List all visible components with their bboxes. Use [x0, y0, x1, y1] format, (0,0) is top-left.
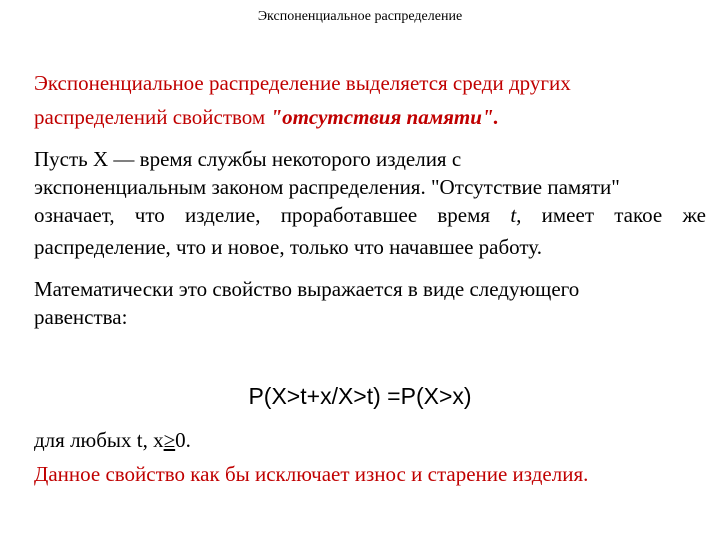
intro-line-1: Экспоненциальное распределение выделяется среди других — [34, 71, 571, 95]
para2-line-1: Математически это свойство выражается в виде следующего — [34, 277, 580, 301]
para1-var-t: t, — [510, 203, 522, 227]
condition-after: 0. — [175, 428, 191, 452]
condition-before: для любых t, x — [34, 428, 164, 452]
conclusion-line: Данное свойство как бы исключает износ и старение изделия. — [34, 462, 589, 486]
slide-title: Экспоненциальное распределение — [257, 9, 463, 24]
intro-line-2-text: распределений свойством — [34, 105, 271, 129]
para1-line-3-after: имеет такое же — [521, 203, 706, 227]
intro-line-2 — [34, 104, 499, 130]
para1-line-1: Пусть X — время службы некоторого изделия с — [34, 147, 462, 171]
para1-line-4: распределение, что и новое, только что начавшее работу. — [34, 235, 542, 259]
memoryless-emphasis: "отсутствия памяти". — [270, 105, 499, 129]
para1-line-3 — [34, 202, 706, 228]
geq-symbol: ≥ — [163, 428, 176, 452]
memoryless-formula: P(X>t+x/X>t) =P(X>x) — [248, 383, 472, 409]
condition-line — [34, 427, 191, 453]
para1-line-3-before: означает, что изделие, проработавшее время — [34, 203, 511, 227]
para2-line-2: равенства: — [34, 305, 128, 329]
para1-line-2: экспоненциальным законом распределения. "Отсутствие памяти" — [34, 175, 620, 199]
